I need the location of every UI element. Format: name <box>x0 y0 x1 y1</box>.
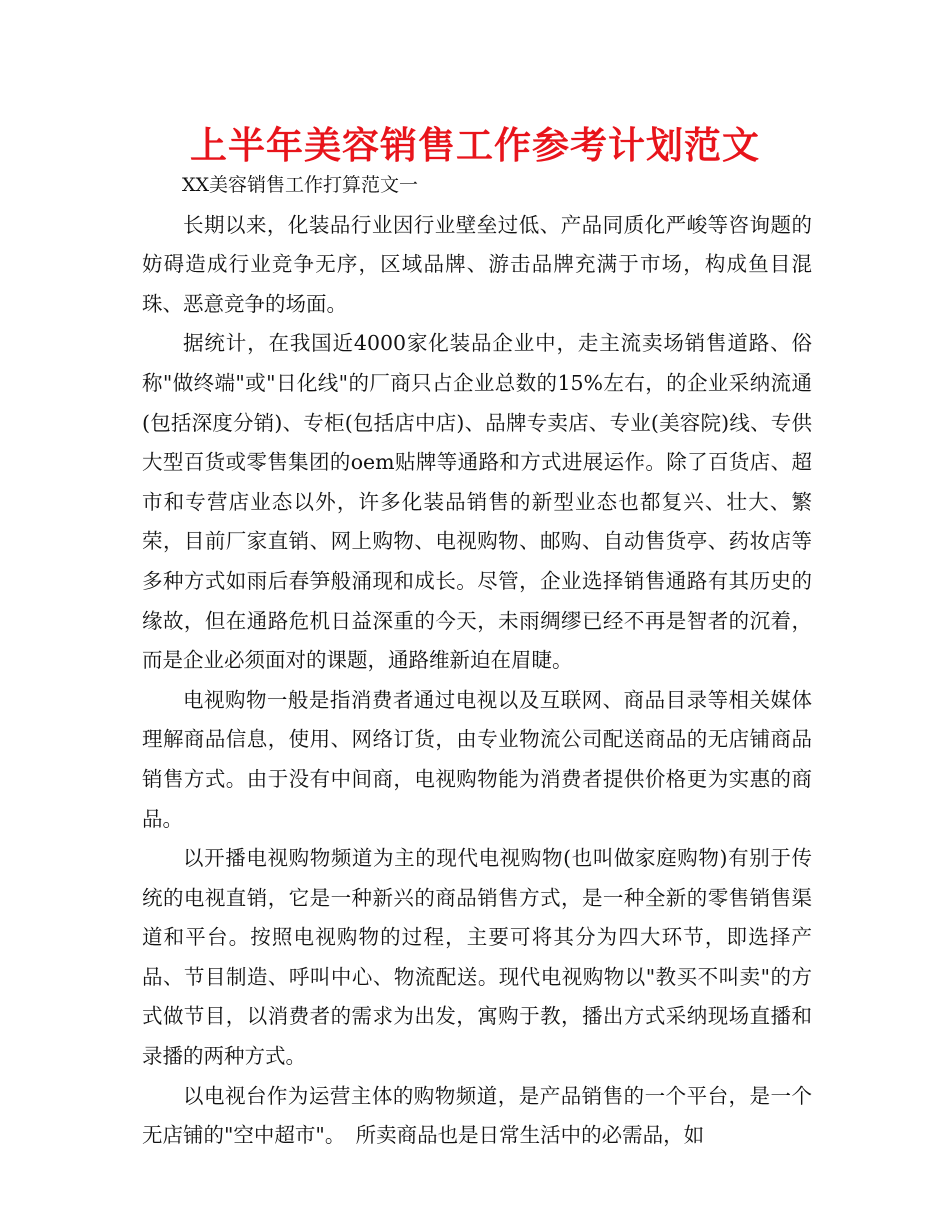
paragraph: 以电视台作为运营主体的购物频道，是产品销售的一个平台，是一个无店铺的"空中超市"。 所卖商品也是日常生活中的必需品，如 <box>142 1083 812 1148</box>
paragraph: 电视购物一般是指消费者通过电视以及互联网、商品目录等相关媒体理解商品信息，使用、网络订货，由专业物流公司配送商品的无店铺商品销售方式。由于没有中间商，电视购物能为消费者提供价格更为实惠的商品。 <box>142 687 812 831</box>
paragraph: 据统计，在我国近4000家化装品企业中，走主流卖场销售道路、俗称"做终端"或"日化线"的厂商只占企业总数的15%左右，的企业采纳流通(包括深度分销)、专柜(包括店中店)、品牌专卖店、专业(美容院)线、专供大型百货或零售集团的oem贴牌等通路和方式进展运作。除了百货店、超市和专营店业态以外，许多化装品销售的新型业态也都复兴、壮大、繁荣，目前厂家直销、网上购物、电视购物、邮购、自动售货亭、药妆店等多种方式如雨后春笋般涌现和成长。尽管，企业选择销售通路有其历史的缘故，但在通路危机日益深重的今天，未雨绸缪已经不再是智者的沉着，而是企业必须面对的课题，通路维新迫在眉睫。 <box>142 331 812 673</box>
paragraph: 以开播电视购物频道为主的现代电视购物(也叫做家庭购物)有别于传统的电视直销，它是一种新兴的商品销售方式，是一种全新的零售销售渠道和平台。按照电视购物的过程，主要可将其分为四大环节，即选择产品、节目制造、呼叫中心、物流配送。现代电视购物以"教买不叫卖"的方式做节目，以消费者的需求为出发，寓购于教，播出方式采纳现场直播和录播的两种方式。 <box>142 846 812 1069</box>
document-body <box>142 166 812 1156</box>
paragraph: 长期以来，化装品行业因行业壁垒过低、产品同质化严峻等咨询题的妨碍造成行业竞争无序，区域品牌、游击品牌充满于市场，构成鱼目混珠、恶意竞争的场面。 <box>142 212 812 316</box>
document-title: 上半年美容销售工作参考计划范文 <box>190 124 760 167</box>
document-subtitle: XX美容销售工作打算范文一 <box>182 174 419 196</box>
